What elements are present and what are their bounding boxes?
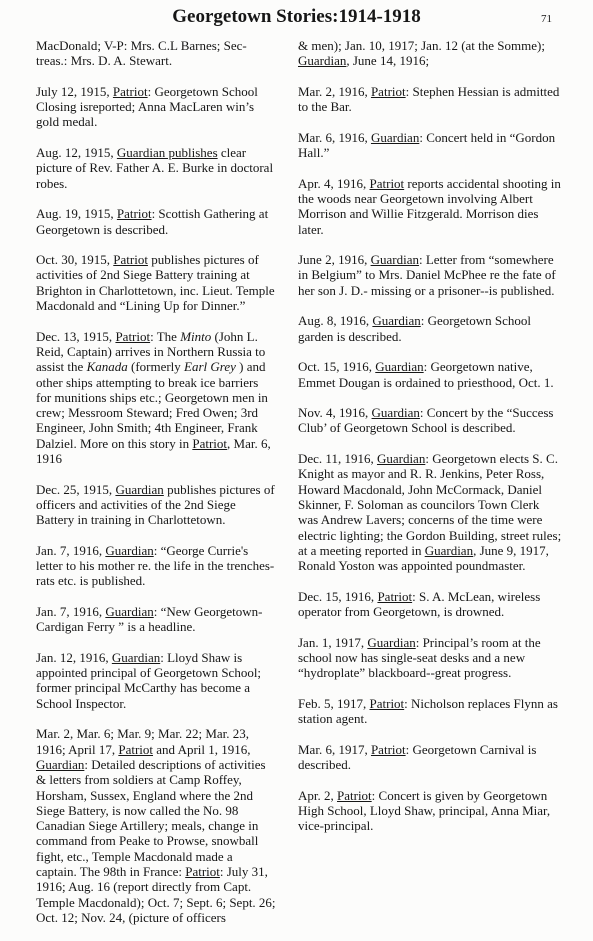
news-entry <box>298 176 562 237</box>
entry-text: Nov. 4, 1916, <box>298 405 372 421</box>
entry-text: : Concert is given by Georgetown High School, Lloyd Shaw, principal, Anna Miar, vice-principal. <box>298 787 551 834</box>
news-entry <box>36 329 276 467</box>
entry-text: : Nicholson replaces Flynn as station agent. <box>298 695 558 727</box>
newspaper-name: Guardian <box>367 634 416 650</box>
newspaper-name: Guardian <box>370 252 419 268</box>
news-entry <box>36 726 276 925</box>
entry-text: : The <box>150 328 181 344</box>
news-entry <box>298 589 562 620</box>
news-entry <box>298 359 562 390</box>
newspaper-name: Patriot <box>116 206 152 222</box>
entry-text: Mar. 6, 1916, <box>298 129 371 145</box>
entry-text: publishes pictures of activities of 2nd Siege Battery training at Brighton in Charlottetown, inc. Lieut. Temple Macdonald and “Lining Up for Dinner.” <box>36 252 275 314</box>
entry-text: : Georgetown Carnival is described. <box>298 741 537 772</box>
entry-text: : Concert held in “Gordon Hall.” <box>298 129 556 161</box>
entry-text: : July 31, 1916; Aug. 16 (report directly from Capt. Temple Macdonald); Oct. 7; Sept. 6; Sept. 26; Oct. 12; Nov. 24, (picture of officers <box>36 864 276 925</box>
news-entry <box>298 788 562 834</box>
news-entry <box>298 252 562 298</box>
entry-text: , June 14, 1916; <box>346 53 430 69</box>
entry-text: , June 9, 1917, Ronald Yoston was appointed poundmaster. <box>298 542 549 574</box>
entry-text: Jan. 7, 1916, <box>36 603 106 619</box>
entry-text: : Stephen Hessian is admitted to the Bar. <box>298 83 560 115</box>
newspaper-name: Guardian <box>298 53 347 69</box>
entry-text: Aug. 12, 1915, <box>36 145 117 161</box>
newspaper-name: Patriot <box>370 741 406 757</box>
newspaper-name: Guardian <box>105 542 154 558</box>
entry-text: : S. A. McLean, wireless operator from Georgetown, is drowned. <box>298 588 541 619</box>
ship-name: Earl Grey <box>184 359 236 375</box>
entry-text: Dec. 13, 1915, <box>36 328 116 344</box>
newspaper-name: Patriot <box>112 83 148 99</box>
news-entry <box>298 451 562 573</box>
newspaper-name: Guardian publishes <box>116 145 218 161</box>
newspaper-name: Patriot <box>337 787 372 803</box>
entry-text: June 2, 1916, <box>298 252 371 268</box>
entry-text: Jan. 12, 1916, <box>36 649 112 665</box>
news-entry <box>36 206 276 237</box>
newspaper-name: Guardian <box>370 129 420 145</box>
entry-text: : Principal’s room at the school now has single-seat desks and a new “hydroplate” blackboard--great progress. <box>298 634 541 681</box>
page-number: 71 <box>541 13 552 25</box>
entry-text: (formerly <box>127 359 185 375</box>
entry-text: : Lloyd Shaw is appointed principal of Georgetown School; former principal McCarthy has become a School Inspector. <box>36 649 262 711</box>
newspaper-name: Patriot <box>377 588 413 604</box>
entry-text: Dec. 25, 1915, <box>36 481 116 497</box>
entry-text: July 12, 1915, <box>36 83 113 99</box>
newspaper-name: Guardian <box>376 451 426 467</box>
newspaper-name: Patriot <box>118 741 154 757</box>
news-entry <box>36 38 276 69</box>
ship-name: Kanada <box>86 359 128 375</box>
newspaper-name: Guardian <box>424 542 474 558</box>
news-entry <box>298 742 562 773</box>
news-entry <box>298 38 562 69</box>
entry-text: : Detailed descriptions of activities & letters from soldiers at Camp Roffey, Horsham, Sussex, England where the 2nd Siege Battery, is now called the No. 98 Canadian Siege Artillery; meals, change in command from Peake to Prowse, snowball fight, etc., Temple Macdonald made a captain. The 98th in France: <box>36 756 266 880</box>
newspaper-name: Guardian <box>375 359 424 375</box>
page-title: Georgetown Stories:1914-1918 <box>172 6 421 27</box>
news-entry <box>298 84 562 115</box>
entry-text: Oct. 30, 1915, <box>36 252 114 268</box>
entry-text: Jan. 1, 1917, <box>298 634 368 650</box>
newspaper-name: Guardian <box>111 649 161 665</box>
newspaper-name: Guardian <box>371 405 420 421</box>
newspaper-name: Guardian <box>36 756 85 772</box>
newspaper-name: Patriot <box>370 83 406 99</box>
entry-text: : Georgetown elects S. C. Knight as mayor and R. R. Jenkins, Peter Ross, Howard Macdonald, John McCormack, Daniel Skinner, F. Soloman as councilors Town Clerk was Andrew Lavers; concerns of the time were electric lighting; the Gordon Building, street rules; at a meeting reported in <box>298 451 562 558</box>
entry-text: publishes pictures of officers and activities of the 2nd Siege Battery in training in Charlottetown. <box>36 481 275 528</box>
entry-text: clear picture of Rev. Father A. E. Burke in doctoral robes. <box>36 145 274 191</box>
newspaper-name: Guardian <box>105 603 154 619</box>
newspaper-name: Guardian <box>115 481 164 497</box>
entry-text: Mar. 2, 1916, <box>298 83 371 99</box>
entry-text: : Georgetown School Closing isreported; Anna MacLaren win’s gold medal. <box>36 83 258 130</box>
news-entry <box>298 635 562 681</box>
entry-text: : Georgetown School garden is described. <box>298 313 532 344</box>
right-column <box>298 38 562 849</box>
news-entry <box>36 252 276 313</box>
entry-text: Oct. 15, 1916, <box>298 359 376 375</box>
entry-text: Apr. 2, <box>298 787 337 803</box>
entry-text: : Concert by the “Success Club’ of Georgetown School is described. <box>298 405 554 436</box>
newspaper-name: Patriot <box>192 435 228 451</box>
news-entry <box>36 650 276 711</box>
news-entry <box>298 405 562 436</box>
left-column <box>36 38 276 941</box>
news-entry <box>298 313 562 344</box>
entry-text: : Letter from “somewhere in Belgium” to Mrs. Daniel McPhee re the fate of her son J. D.- missing or a prisoner--is published. <box>298 252 556 298</box>
news-entry <box>36 145 276 191</box>
entry-text: , Mar. 6, 1916 <box>36 435 271 467</box>
entry-text: Dec. 11, 1916, <box>298 451 377 467</box>
news-entry <box>298 696 562 727</box>
entry-text: (John L. Reid, Captain) arrives in Northern Russia to assist the <box>36 328 266 375</box>
ship-name: Minto <box>180 328 212 344</box>
entry-text: reports accidental shooting in the woods near Georgetown involving Albert Morrison and Willie Fitzgerald. Morrison dies later. <box>298 175 561 237</box>
entry-text: : “George Currie's letter to his mother re. the life in the trenches- rats etc. is published. <box>36 542 275 589</box>
entry-text: and April 1, 1916, <box>153 741 251 757</box>
entry-text: Mar. 6, 1917, <box>298 741 371 757</box>
entry-text: : “New Georgetown-Cardigan Ferry ” is a headline. <box>36 603 263 635</box>
entry-text: Jan. 7, 1916, <box>36 542 106 558</box>
entry-text: Feb. 5, 1917, <box>298 695 370 711</box>
newspaper-name: Patriot <box>369 175 405 191</box>
newspaper-name: Patriot <box>115 328 151 344</box>
entry-text: Aug. 19, 1915, <box>36 206 117 222</box>
news-entry <box>36 84 276 130</box>
news-entry <box>36 482 276 528</box>
entry-text: Apr. 4, 1916, <box>298 175 370 191</box>
newspaper-name: Patriot <box>369 695 405 711</box>
entry-text: & men); Jan. 10, 1917; Jan. 12 (at the Somme); <box>298 38 545 53</box>
newspaper-name: Patriot <box>113 252 148 268</box>
newspaper-name: Guardian <box>372 313 421 329</box>
news-entry <box>36 543 276 589</box>
entry-text: : Georgetown native, Emmet Dougan is ordained to priesthood, Oct. 1. <box>298 359 554 390</box>
entry-text: ) and other ships attempting to break ice barriers for munitions ships etc.; Georgetown men in crew; Messroom Steward; Fred Owen; 3rd Engineer, John Smith; 4th Engineer, Frank Dalziel. More on this story in <box>36 359 268 451</box>
entry-text: MacDonald; V-P: Mrs. C.L Barnes; Sec-treas.: Mrs. D. A. Stewart. <box>36 38 247 69</box>
entry-text: Dec. 15, 1916, <box>298 588 378 604</box>
newspaper-name: Patriot <box>185 864 220 880</box>
entry-text: Aug. 8, 1916, <box>298 313 373 329</box>
entry-text: : Scottish Gathering at Georgetown is described. <box>36 206 269 237</box>
news-entry <box>36 604 276 635</box>
news-entry <box>298 130 562 161</box>
entry-text: Mar. 2, Mar. 6; Mar. 9; Mar. 22; Mar. 23, 1916; April 17, <box>36 726 250 757</box>
